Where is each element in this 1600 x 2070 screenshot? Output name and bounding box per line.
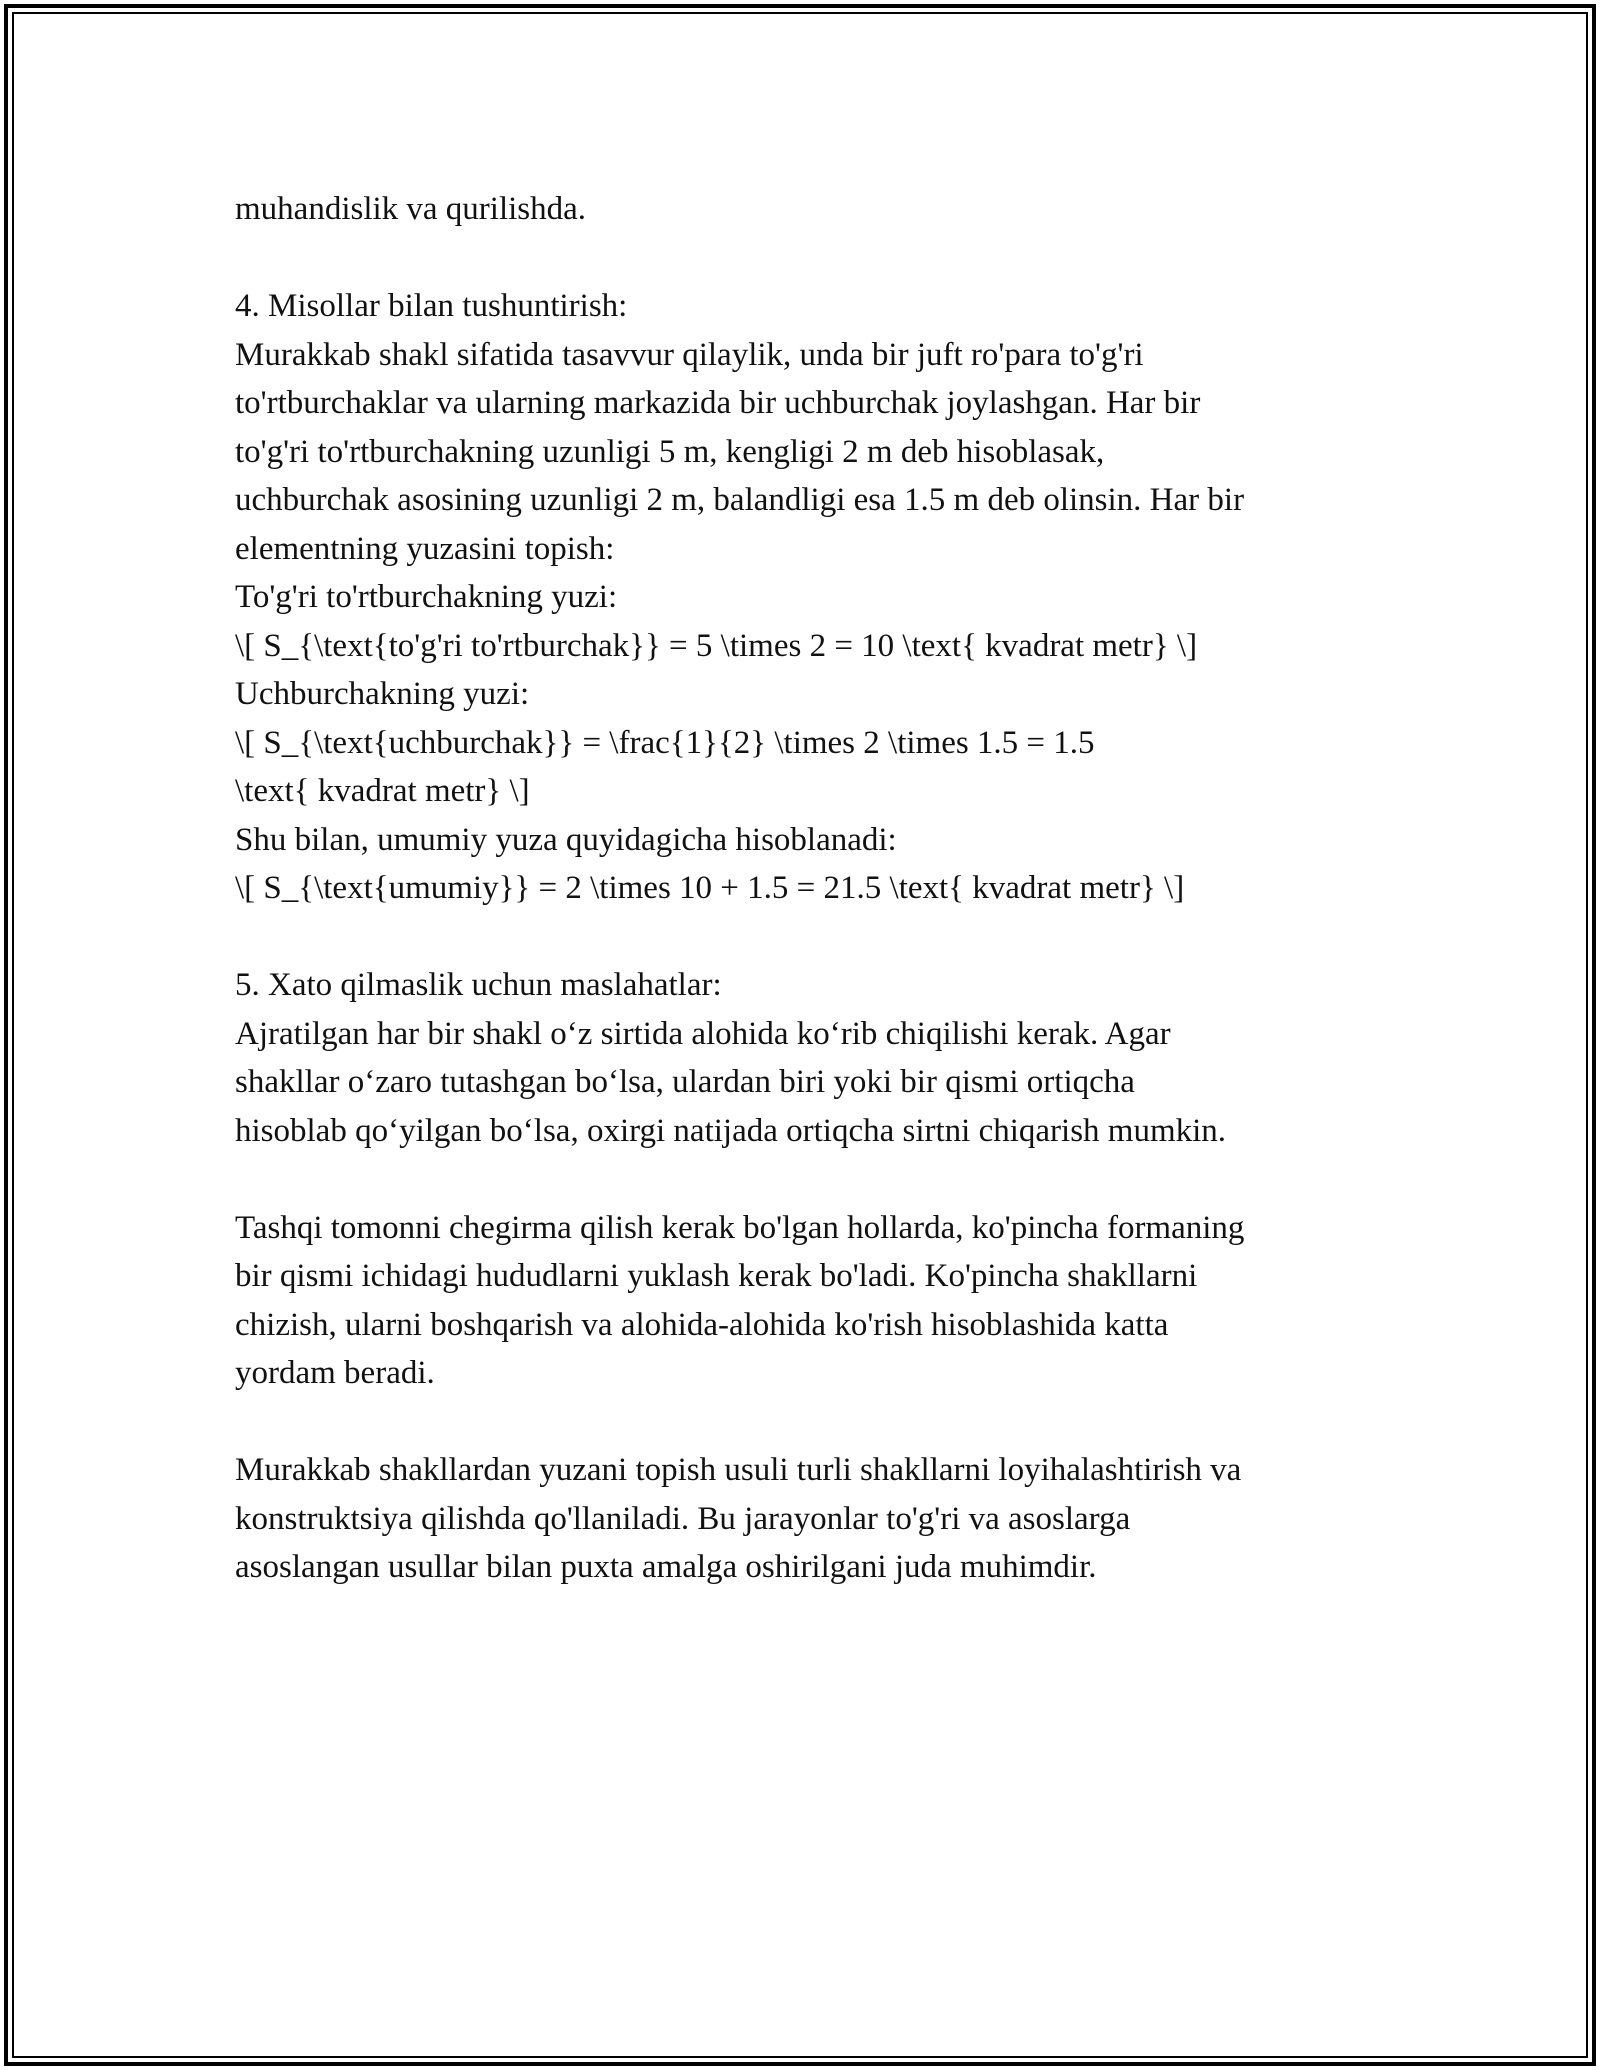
section-heading: 5. Xato qilmaslik uchun maslahatlar: — [235, 967, 722, 1003]
text-line: bir qismi ichidagi hududlarni yuklash kerak bo'ladi. Ko'pincha shakllarni — [235, 1258, 1198, 1294]
text-line: To'g'ri to'rtburchakning yuzi: — [235, 579, 618, 615]
text-line: muhandislik va qurilishda. — [235, 191, 587, 227]
blank-line — [235, 1398, 1385, 1447]
text-line: chizish, ularni boshqarish va alohida-alohida ko'rish hisoblashida katta — [235, 1306, 1169, 1343]
section-heading: 4. Misollar bilan tushuntirish: — [235, 288, 628, 324]
text-line: to'g'ri to'rtburchakning uzunligi 5 m, kengligi 2 m deb hisoblasak, — [235, 433, 1105, 470]
text-line: Murakkab shakllardan yuzani topish usuli turli shakllarni loyihalashtirish va — [235, 1452, 1242, 1488]
formula-line: \[ S_{\text{to'g'ri to'rtburchak}} = 5 \times 2 = 10 \text{ kvadrat metr} \] — [235, 627, 1198, 664]
document-body — [235, 185, 1385, 1592]
text-line: yordam beradi. — [235, 1355, 435, 1391]
text-line: Ajratilgan har bir shakl o‘z sirtida alohida ko‘rib chiqilishi kerak. Agar — [235, 1015, 1171, 1052]
blank-line — [235, 234, 1385, 283]
formula-line: \[ S_{\text{uchburchak}} = \frac{1}{2} \times 2 \times 1.5 = 1.5 — [235, 724, 1095, 761]
text-line: elementning yuzasini topish: — [235, 530, 615, 567]
text-line: uchburchak asosining uzunligi 2 m, balandligi esa 1.5 m deb olinsin. Har bir — [235, 482, 1245, 518]
text-line: Tashqi tomonni chegirma qilish kerak bo'lgan hollarda, ko'pincha formaning — [235, 1209, 1245, 1246]
text-line: konstruktsiya qilishda qo'llaniladi. Bu jarayonlar to'g'ri va asoslarga — [235, 1500, 1131, 1537]
blank-line — [235, 913, 1385, 962]
text-line: hisoblab qo‘yilgan bo‘lsa, oxirgi natijada ortiqcha sirtni chiqarish mumkin. — [235, 1112, 1227, 1149]
formula-line: \[ S_{\text{umumiy}} = 2 \times 10 + 1.5 = 21.5 \text{ kvadrat metr} \] — [235, 870, 1185, 906]
text-line: Shu bilan, umumiy yuza quyidagicha hisoblanadi: — [235, 821, 897, 858]
text-line: asoslangan usullar bilan puxta amalga oshirilgani juda muhimdir. — [235, 1549, 1097, 1585]
text-line: to'rtburchaklar va ularning markazida bir uchburchak joylashgan. Har bir — [235, 385, 1201, 421]
text-line: Uchburchakning yuzi: — [235, 676, 530, 712]
text-line: shakllar o‘zaro tutashgan bo‘lsa, ulardan biri yoki bir qismi ortiqcha — [235, 1064, 1135, 1100]
blank-line — [235, 1155, 1385, 1204]
text-line: Murakkab shakl sifatida tasavvur qilaylik, unda bir juft ro'para to'g'ri — [235, 336, 1144, 373]
formula-line: \text{ kvadrat metr} \] — [235, 773, 530, 809]
